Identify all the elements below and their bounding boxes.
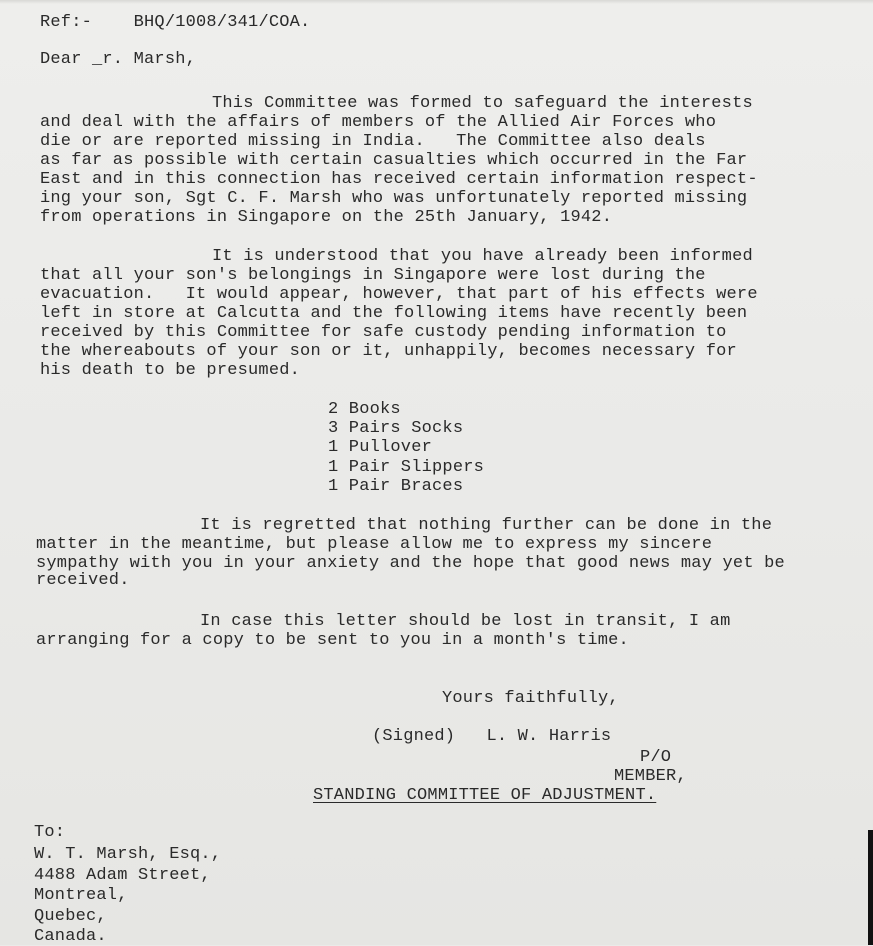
signed-label: (Signed) <box>372 727 456 746</box>
address-country: Canada. <box>34 927 107 946</box>
paragraph-2-line-1: It is understood that you have already been informed <box>212 247 753 266</box>
item-books: 2 Books <box>328 400 401 419</box>
paragraph-1-line-6: ing your son, Sgt C. F. Marsh who was unfortunately reported missing <box>40 189 748 208</box>
closing: Yours faithfully, <box>442 689 619 708</box>
paragraph-4-line-2: arranging for a copy to be sent to you in a month's time. <box>36 631 629 650</box>
paragraph-3-line-4: received. <box>36 571 130 590</box>
paragraph-2-line-6: the whereabouts of your son or it, unhappily, becomes necessary for <box>40 342 737 361</box>
organization-name: STANDING COMMITTEE OF ADJUSTMENT. <box>313 786 657 805</box>
ref-label: Ref:- <box>40 13 93 32</box>
signatory-rank: P/O <box>640 748 672 767</box>
paragraph-2-line-5: received by this Committee for safe custody pending information to <box>40 323 727 342</box>
address-street: 4488 Adam Street, <box>34 866 211 885</box>
paragraph-2-line-2: that all your son's belongings in Singapore were lost during the <box>40 266 706 285</box>
paragraph-1-line-3: die or are reported missing in India. The Committee also deals <box>40 132 706 151</box>
paragraph-3-line-2: matter in the meantime, but please allow me to express my sincere <box>36 535 713 554</box>
paragraph-2-line-4: left in store at Calcutta and the following items have recently been <box>40 304 748 323</box>
paragraph-2-line-7: his death to be presumed. <box>40 361 301 380</box>
signatory-name: L. W. Harris <box>486 727 612 746</box>
paragraph-4-line-1: In case this letter should be lost in transit, I am <box>200 612 731 631</box>
page-top-edge <box>0 0 873 4</box>
paragraph-2-line-3: evacuation. It would appear, however, that part of his effects were <box>40 285 758 304</box>
salutation: Dear _r. Marsh, <box>40 50 197 69</box>
signatory-position: MEMBER, <box>614 767 687 786</box>
ref-number: BHQ/1008/341/COA. <box>133 13 311 32</box>
paragraph-3-line-1: It is regretted that nothing further can be done in the <box>200 516 773 535</box>
page-right-edge-shadow <box>868 830 873 945</box>
item-pullover: 1 Pullover <box>328 438 433 457</box>
address-province: Quebec, <box>34 907 107 926</box>
paragraph-1-line-1: This Committee was formed to safeguard the interests <box>212 94 753 113</box>
address-city: Montreal, <box>34 886 128 905</box>
signature-line <box>372 727 611 746</box>
paragraph-1-line-5: East and in this connection has received certain information respect- <box>40 170 758 189</box>
item-slippers: 1 Pair Slippers <box>328 458 485 477</box>
item-braces: 1 Pair Braces <box>328 477 464 496</box>
address-to-label: To: <box>34 823 66 842</box>
address-name: W. T. Marsh, Esq., <box>34 845 222 864</box>
item-socks: 3 Pairs Socks <box>328 419 464 438</box>
paragraph-1-line-4: as far as possible with certain casualties which occurred in the Far <box>40 151 748 170</box>
paragraph-1-line-2: and deal with the affairs of members of the Allied Air Forces who <box>40 113 717 132</box>
paragraph-3-line-3: sympathy with you in your anxiety and the hope that good news may yet be <box>36 554 785 573</box>
paragraph-1-line-7: from operations in Singapore on the 25th January, 1942. <box>40 208 613 227</box>
reference-line <box>40 13 310 32</box>
